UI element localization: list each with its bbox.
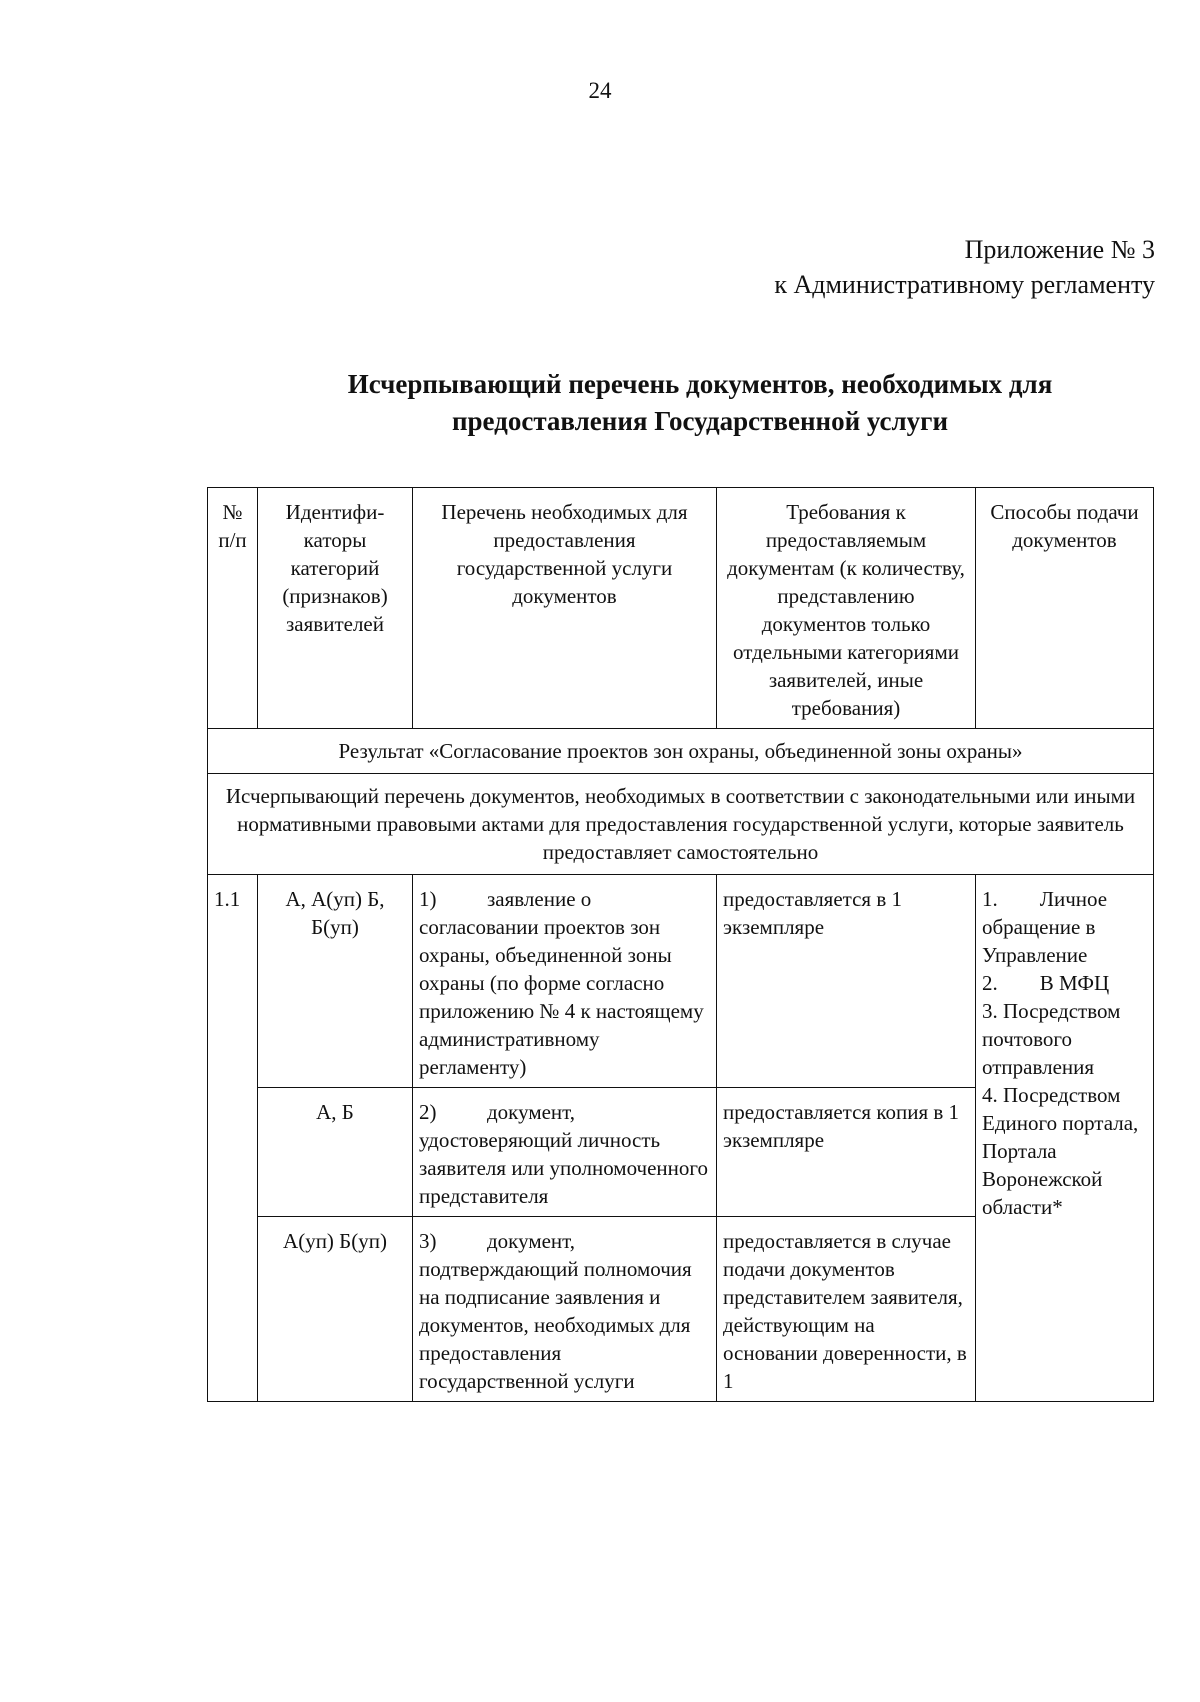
section-cell: Исчерпывающий перечень документов, необходимых в соответствии с законодательными или иными нормативными правовыми актами для предоставления государственной услуги, которые заявитель предоставляет самостоятельно — [208, 774, 1154, 875]
row-document — [413, 1088, 717, 1217]
method-item: 2. В МФЦ — [982, 971, 1110, 995]
header-num: № п/п — [208, 488, 258, 729]
section-row — [208, 774, 1154, 875]
row-categories: А, Б — [258, 1088, 413, 1217]
result-row — [208, 729, 1154, 774]
document-number: 2) — [419, 1100, 437, 1124]
document-number: 3) — [419, 1229, 437, 1253]
row-requirement: предоставляется копия в 1 экземпляре — [717, 1088, 976, 1217]
appendix-heading — [774, 232, 1155, 302]
document-title — [150, 366, 1200, 440]
row-requirement: предоставляется в случае подачи документов представителем заявителя, действующим на основании доверенности, в 1 — [717, 1217, 976, 1402]
header-requirements: Требования к предоставляемым документам (к количеству, представлению документов только отдельными категориями заявителей, иные требования) — [717, 488, 976, 729]
title-line-2: предоставления Государственной услуги — [451, 406, 949, 436]
row-requirement: предоставляется в 1 экземпляре — [717, 875, 976, 1088]
submission-methods — [976, 875, 1154, 1402]
title-line-1: Исчерпывающий перечень документов, необходимых для — [347, 369, 1053, 399]
row-num: 1.1 — [208, 875, 258, 1402]
header-categories: Идентифи-каторы категорий (признаков) заявителей — [258, 488, 413, 729]
method-item: 4. Посредством Единого портала, Портала Воронежской области* — [982, 1083, 1139, 1219]
header-documents: Перечень необходимых для предоставления государственной услуги документов — [413, 488, 717, 729]
header-methods: Способы подачи документов — [976, 488, 1154, 729]
appendix-line-2: к Административному регламенту — [774, 270, 1155, 299]
document-text: заявление о согласовании проектов зон охраны, объединенной зоны охраны (по форме согласно приложению № 4 к настоящему административному регламенту) — [419, 887, 704, 1079]
row-document — [413, 875, 717, 1088]
method-item: 1. Личное обращение в Управление — [982, 887, 1113, 967]
method-item: 3. Посредством почтового отправления — [982, 999, 1121, 1079]
table-row — [208, 875, 1154, 1088]
document-text: документ, подтверждающий полномочия на подписание заявления и документов, необходимых для предоставления государственной услуги — [419, 1229, 692, 1393]
table-header-row — [208, 488, 1154, 729]
document-number: 1) — [419, 887, 437, 911]
documents-table — [207, 487, 1154, 1402]
row-document — [413, 1217, 717, 1402]
result-cell: Результат «Согласование проектов зон охраны, объединенной зоны охраны» — [208, 729, 1154, 774]
row-categories: А, А(уп) Б, Б(уп) — [258, 875, 413, 1088]
document-text: документ, удостоверяющий личность заявителя или уполномоченного представителя — [419, 1100, 708, 1208]
appendix-line-1: Приложение № 3 — [964, 235, 1155, 264]
row-categories: А(уп) Б(уп) — [258, 1217, 413, 1402]
page-number: 24 — [588, 78, 612, 103]
